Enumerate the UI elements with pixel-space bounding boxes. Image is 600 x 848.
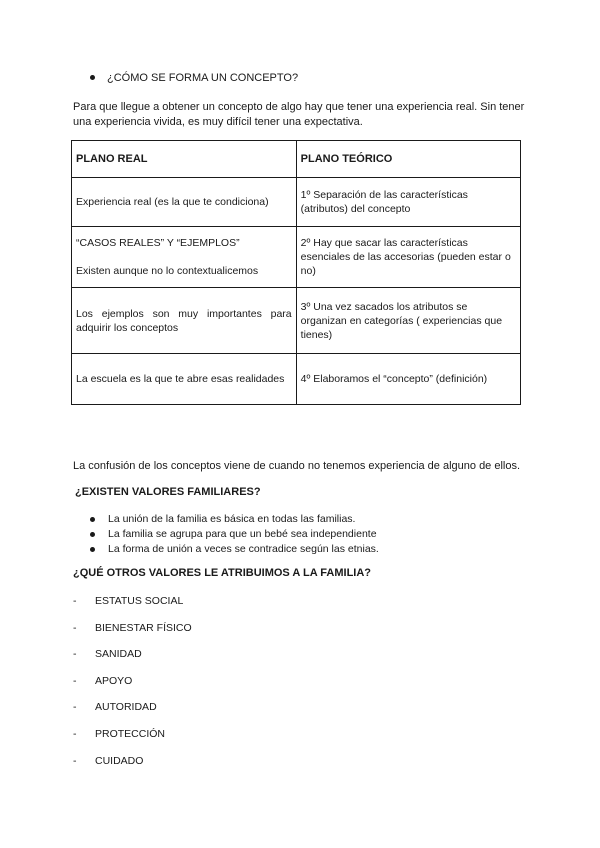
list-item-text: ESTATUS SOCIAL bbox=[95, 595, 184, 607]
section1-heading-text: ¿CÓMO SE FORMA UN CONCEPTO? bbox=[107, 72, 299, 84]
table-row bbox=[72, 288, 521, 354]
list-item: La forma de unión a veces se contradice según las etnias. bbox=[90, 542, 379, 557]
list-item: La unión de la familia es básica en todas las familias. bbox=[90, 512, 379, 527]
table-row bbox=[72, 178, 521, 227]
dash-marker: - bbox=[73, 595, 77, 607]
cell-real bbox=[72, 227, 297, 288]
table-header-row bbox=[72, 141, 521, 178]
list-item-text: PROTECCIÓN bbox=[95, 727, 166, 740]
table-row bbox=[72, 354, 521, 405]
cell-real: Experiencia real (es la que te condiciona) bbox=[72, 178, 297, 227]
list-item-text: AUTORIDAD bbox=[95, 701, 157, 714]
table-row bbox=[72, 227, 521, 288]
header-plano-teorico: PLANO TEÓRICO bbox=[296, 141, 520, 178]
list-item-text: APOYO bbox=[95, 674, 133, 687]
list-item: La familia se agrupa para que un bebé sea independiente bbox=[90, 527, 379, 542]
family-values-list bbox=[90, 512, 379, 557]
cell-teorico: 4º Elaboramos el “concepto” (definición) bbox=[296, 354, 520, 405]
list-item bbox=[73, 595, 192, 622]
dash-marker: - bbox=[73, 701, 77, 714]
list-item bbox=[73, 622, 192, 649]
list-item-text: CUIDADO bbox=[95, 754, 144, 767]
list-item bbox=[73, 701, 192, 728]
cell-real: La escuela es la que te abre esas realidades bbox=[72, 354, 297, 405]
dash-marker: - bbox=[73, 754, 77, 767]
list-item bbox=[73, 728, 192, 755]
concept-table bbox=[71, 140, 521, 405]
dash-marker: - bbox=[73, 621, 77, 634]
other-values-list bbox=[73, 595, 192, 781]
list-item bbox=[73, 675, 192, 702]
intro-paragraph: Para que llegue a obtener un concepto de algo hay que tener una experiencia real. Sin tener una experiencia vivida, es muy difícil tener una expectativa. bbox=[73, 101, 525, 128]
cell-real: Los ejemplos son muy importantes para adquirir los conceptos bbox=[72, 288, 297, 354]
dash-marker: - bbox=[73, 648, 77, 661]
dash-marker: - bbox=[73, 727, 77, 740]
list-item bbox=[73, 648, 192, 675]
section2-heading: ¿EXISTEN VALORES FAMILIARES? bbox=[75, 486, 261, 498]
cell-teorico: 1º Separación de las características (atributos) del concepto bbox=[296, 178, 520, 227]
cell-real-line-a: “CASOS REALES” Y “EJEMPLOS” bbox=[76, 237, 240, 249]
header-plano-real: PLANO REAL bbox=[72, 141, 297, 178]
dash-marker: - bbox=[73, 674, 77, 687]
bullet-icon bbox=[90, 75, 95, 80]
cell-teorico: 3º Una vez sacados los atributos se organizan en categorías ( experiencias que tienes) bbox=[296, 288, 520, 354]
list-item bbox=[73, 755, 192, 782]
section1-heading bbox=[90, 72, 298, 84]
cell-teorico: 2º Hay que sacar las características esenciales de las accesorias (pueden estar o no) bbox=[296, 227, 520, 288]
list-item-text: BIENESTAR FÍSICO bbox=[95, 621, 192, 634]
cell-real-line-b: Existen aunque no lo contextualicemos bbox=[76, 265, 259, 277]
list-item-text: SANIDAD bbox=[95, 648, 142, 661]
section3-heading: ¿QUÉ OTROS VALORES LE ATRIBUIMOS A LA FAMILIA? bbox=[73, 567, 372, 579]
confusion-paragraph: La confusión de los conceptos viene de cuando no tenemos experiencia de alguno de ellos. bbox=[73, 460, 521, 472]
